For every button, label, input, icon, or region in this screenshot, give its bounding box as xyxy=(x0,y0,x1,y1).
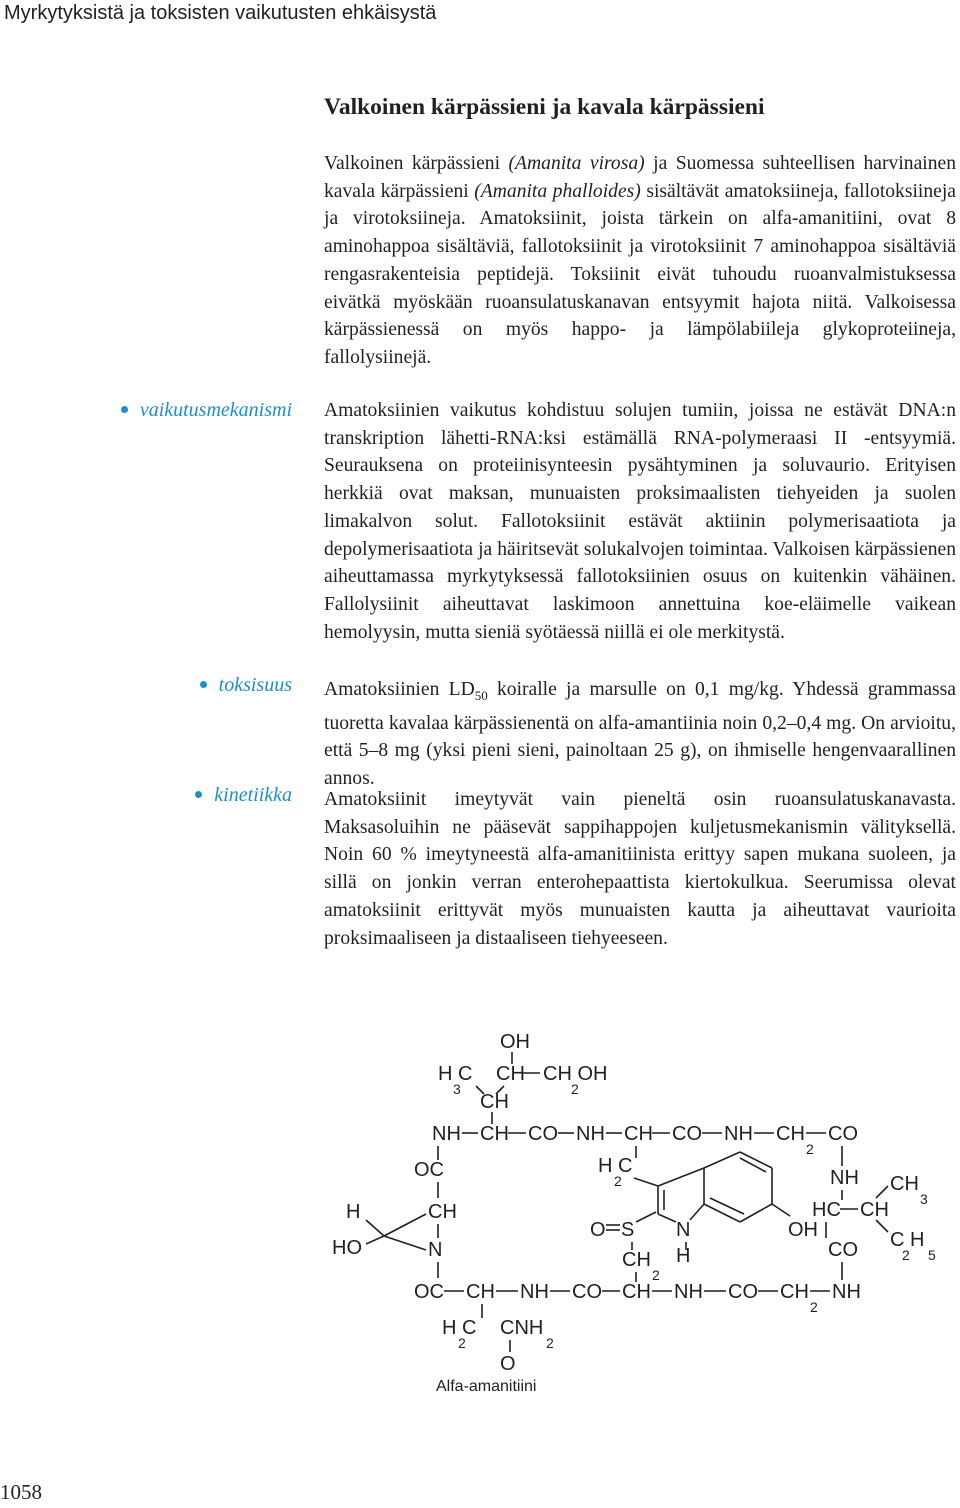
ld-subscript: 50 xyxy=(474,687,488,703)
atom-label: NH xyxy=(832,1281,861,1303)
margin-note-label: kinetiikka xyxy=(214,784,292,806)
bond xyxy=(704,1204,740,1222)
atom-subscript: 3 xyxy=(920,1191,928,1207)
bond xyxy=(772,1204,790,1216)
atom-label: CH xyxy=(890,1173,919,1195)
paragraph-text: koiralle ja marsulle on 0,1 mg/kg. Yhdessä grammassa tuoretta kavalaa kärpässienentä on alfa-amantiinia noin 0,2–0,4 mg. On arvioitu, että 5–8 mg (yksi pieni sieni, painoltaan 25 g), on ihmiselle hengenvaarallinen annos. xyxy=(324,679,956,790)
atom-label: O xyxy=(500,1353,516,1375)
atom-label: NH xyxy=(674,1281,703,1303)
atom-label: HC xyxy=(812,1199,841,1221)
atom-label: CH xyxy=(622,1281,651,1303)
atom-subscript: 2 xyxy=(652,1267,660,1283)
atom-label: H C xyxy=(442,1317,477,1339)
atom-label: NH xyxy=(576,1123,605,1145)
atom-label: H xyxy=(346,1201,361,1223)
species-name: (Amanita virosa) xyxy=(508,153,645,174)
atom-label: H C xyxy=(598,1155,633,1177)
atom-label: CO xyxy=(728,1281,758,1303)
paragraph-mechanism: Amatoksiinien vaikutus kohdistuu solujen tumiin, joissa ne estävät DNA:n transkription lähetti-RNA:ksi estämällä RNA-polymeraasi II -entsyymiä. Seurauksena on proteiinisynteesin pysähtyminen ja soluvaurio. Erityisen herkkiä ovat maksan, munuaisten proksimaalisten tiehyeiden ja suolen limakalvon solut. Fallotoksiinit estävät aktiinin polymerisaatiota ja depolymerisaatiota ja häiritsevät solukalvojen toimintaa. Valkoisen kärpässienen aiheuttamassa myrkytyksessä fallotoksiinien osuus on kuitenkin vähäinen. Fallolysiinit aiheuttavat laskimoon annettuina koe-eläimelle vaikean hemolyysin, mutta sieniä syötäessä niillä ei ole merkitystä. xyxy=(324,400,956,643)
atom-label: CNH xyxy=(500,1317,544,1339)
atom-label: CH xyxy=(480,1123,509,1145)
bond xyxy=(658,1168,704,1186)
bond xyxy=(690,1204,704,1220)
atom-label: HO xyxy=(332,1237,362,1259)
bond xyxy=(366,1236,384,1244)
species-name: (Amanita phalloides) xyxy=(474,180,641,202)
atom-label: CO xyxy=(672,1123,702,1145)
atom-label: OH xyxy=(500,1031,530,1053)
paragraph-text: Amatoksiinien LD xyxy=(324,679,475,700)
atom-label: NH xyxy=(520,1281,549,1303)
atom-label: NH xyxy=(432,1123,461,1145)
atom-label: OC xyxy=(414,1159,444,1181)
section-title: Valkoinen kärpässieni ja kavala kärpässieni xyxy=(324,94,765,120)
atom-subscript: 2 xyxy=(571,1081,579,1097)
atom-label: CH xyxy=(624,1123,653,1145)
bond xyxy=(384,1236,426,1250)
atom-label: CH xyxy=(776,1123,805,1145)
atom-label: S xyxy=(621,1219,635,1241)
atom-label: CH xyxy=(480,1091,509,1113)
paragraph-text: Valkoinen kärpässieni xyxy=(324,153,509,174)
margin-note-label: toksisuus xyxy=(218,674,292,696)
atom-label: CH xyxy=(466,1281,495,1303)
atom-label: CH xyxy=(780,1281,809,1303)
bond xyxy=(710,1198,744,1214)
bond xyxy=(634,1178,658,1186)
atom-label: O xyxy=(590,1219,606,1241)
atom-subscript: 2 xyxy=(458,1335,466,1351)
bond xyxy=(740,1158,766,1172)
atom-label: CO xyxy=(828,1239,858,1261)
bond xyxy=(384,1214,426,1236)
bond xyxy=(876,1220,888,1232)
paragraph-kinetics: Amatoksiinit imeytyvät vain pieneltä osin ruoansulatuskanavasta. Maksasoluihin ne pääsevät sappihappojen kuljetusmekanismin välityksellä. Noin 60 % imeytyneestä alfa-amanitiinista erittyy sapen mukana suoleen, ja sillä on jonkin verran enterohepaattista kiertokulkua. Seerumissa olevat amatoksiinit erittyvät myös munuaisten kautta ja aiheuttavat vaurioita proksimaaliseen ja distaaliseen tiehyeeseen. xyxy=(324,789,956,949)
bond xyxy=(704,1152,740,1168)
atom-subscript: 2 xyxy=(546,1335,554,1351)
structure-caption: Alfa-amanitiini xyxy=(436,1378,537,1395)
atom-label: CH xyxy=(496,1063,525,1085)
atom-label: CH OH xyxy=(543,1063,608,1085)
atom-subscript: 3 xyxy=(453,1081,461,1097)
atom-label: N xyxy=(428,1239,443,1261)
paragraph-text: sisältävät amatoksiineja, fallotoksiineja ja virotoksiineja. Amatoksiinit, joista tärkein on alfa-amanitiini, ovat 8 aminohappoa sisältäviä, fallotoksiinit ja virotoksiinit 7 aminohappoa sisältäviä rengasrakenteisia peptidejä. Toksiinit eivät tuhoudu ruoanvalmistuksessa eivätkä myöskään ruoansulatuskanavan entsyymit hajota niitä. Valkoisessa kärpässienessä on myös happo- ja lämpölabiileja glykoproteiineja, fallolysiinejä. xyxy=(324,180,956,368)
atom-subscript: 2 xyxy=(810,1299,818,1315)
atom-label: OC xyxy=(414,1281,444,1303)
atom-label: N xyxy=(676,1219,691,1241)
bond xyxy=(876,1186,888,1198)
atom-label: CH xyxy=(860,1199,889,1221)
atom-label: H xyxy=(676,1245,691,1267)
margin-note-label: vaikutusmekanismi xyxy=(139,399,292,421)
atom-label: CO xyxy=(828,1123,858,1145)
atom-subscript: 2 xyxy=(614,1173,622,1189)
atom-label: NH xyxy=(724,1123,753,1145)
atom-subscript: 2 xyxy=(806,1141,814,1157)
bond xyxy=(740,1204,772,1222)
atom-subscript: 2 xyxy=(902,1247,910,1263)
atom-label: CH xyxy=(428,1201,457,1223)
page-number: 1058 xyxy=(0,1480,42,1504)
atom-label: CO xyxy=(572,1281,602,1303)
running-header: Myrkytyksistä ja toksisten vaikutusten ehkäisystä xyxy=(4,2,437,24)
bond xyxy=(366,1220,384,1236)
atom-label: CH xyxy=(622,1249,651,1271)
atom-label: C H xyxy=(890,1229,925,1251)
paragraph-text: ja Suomessa suhteellisen harvinainen kavala kärpässieni xyxy=(324,153,956,202)
bond xyxy=(636,1212,656,1222)
bond xyxy=(658,1214,676,1222)
atom-label: NH xyxy=(830,1167,859,1189)
atom-subscript: 5 xyxy=(928,1247,936,1263)
atom-label: H C xyxy=(438,1063,473,1085)
atom-label: CO xyxy=(528,1123,558,1145)
atom-label: OH xyxy=(788,1219,818,1241)
